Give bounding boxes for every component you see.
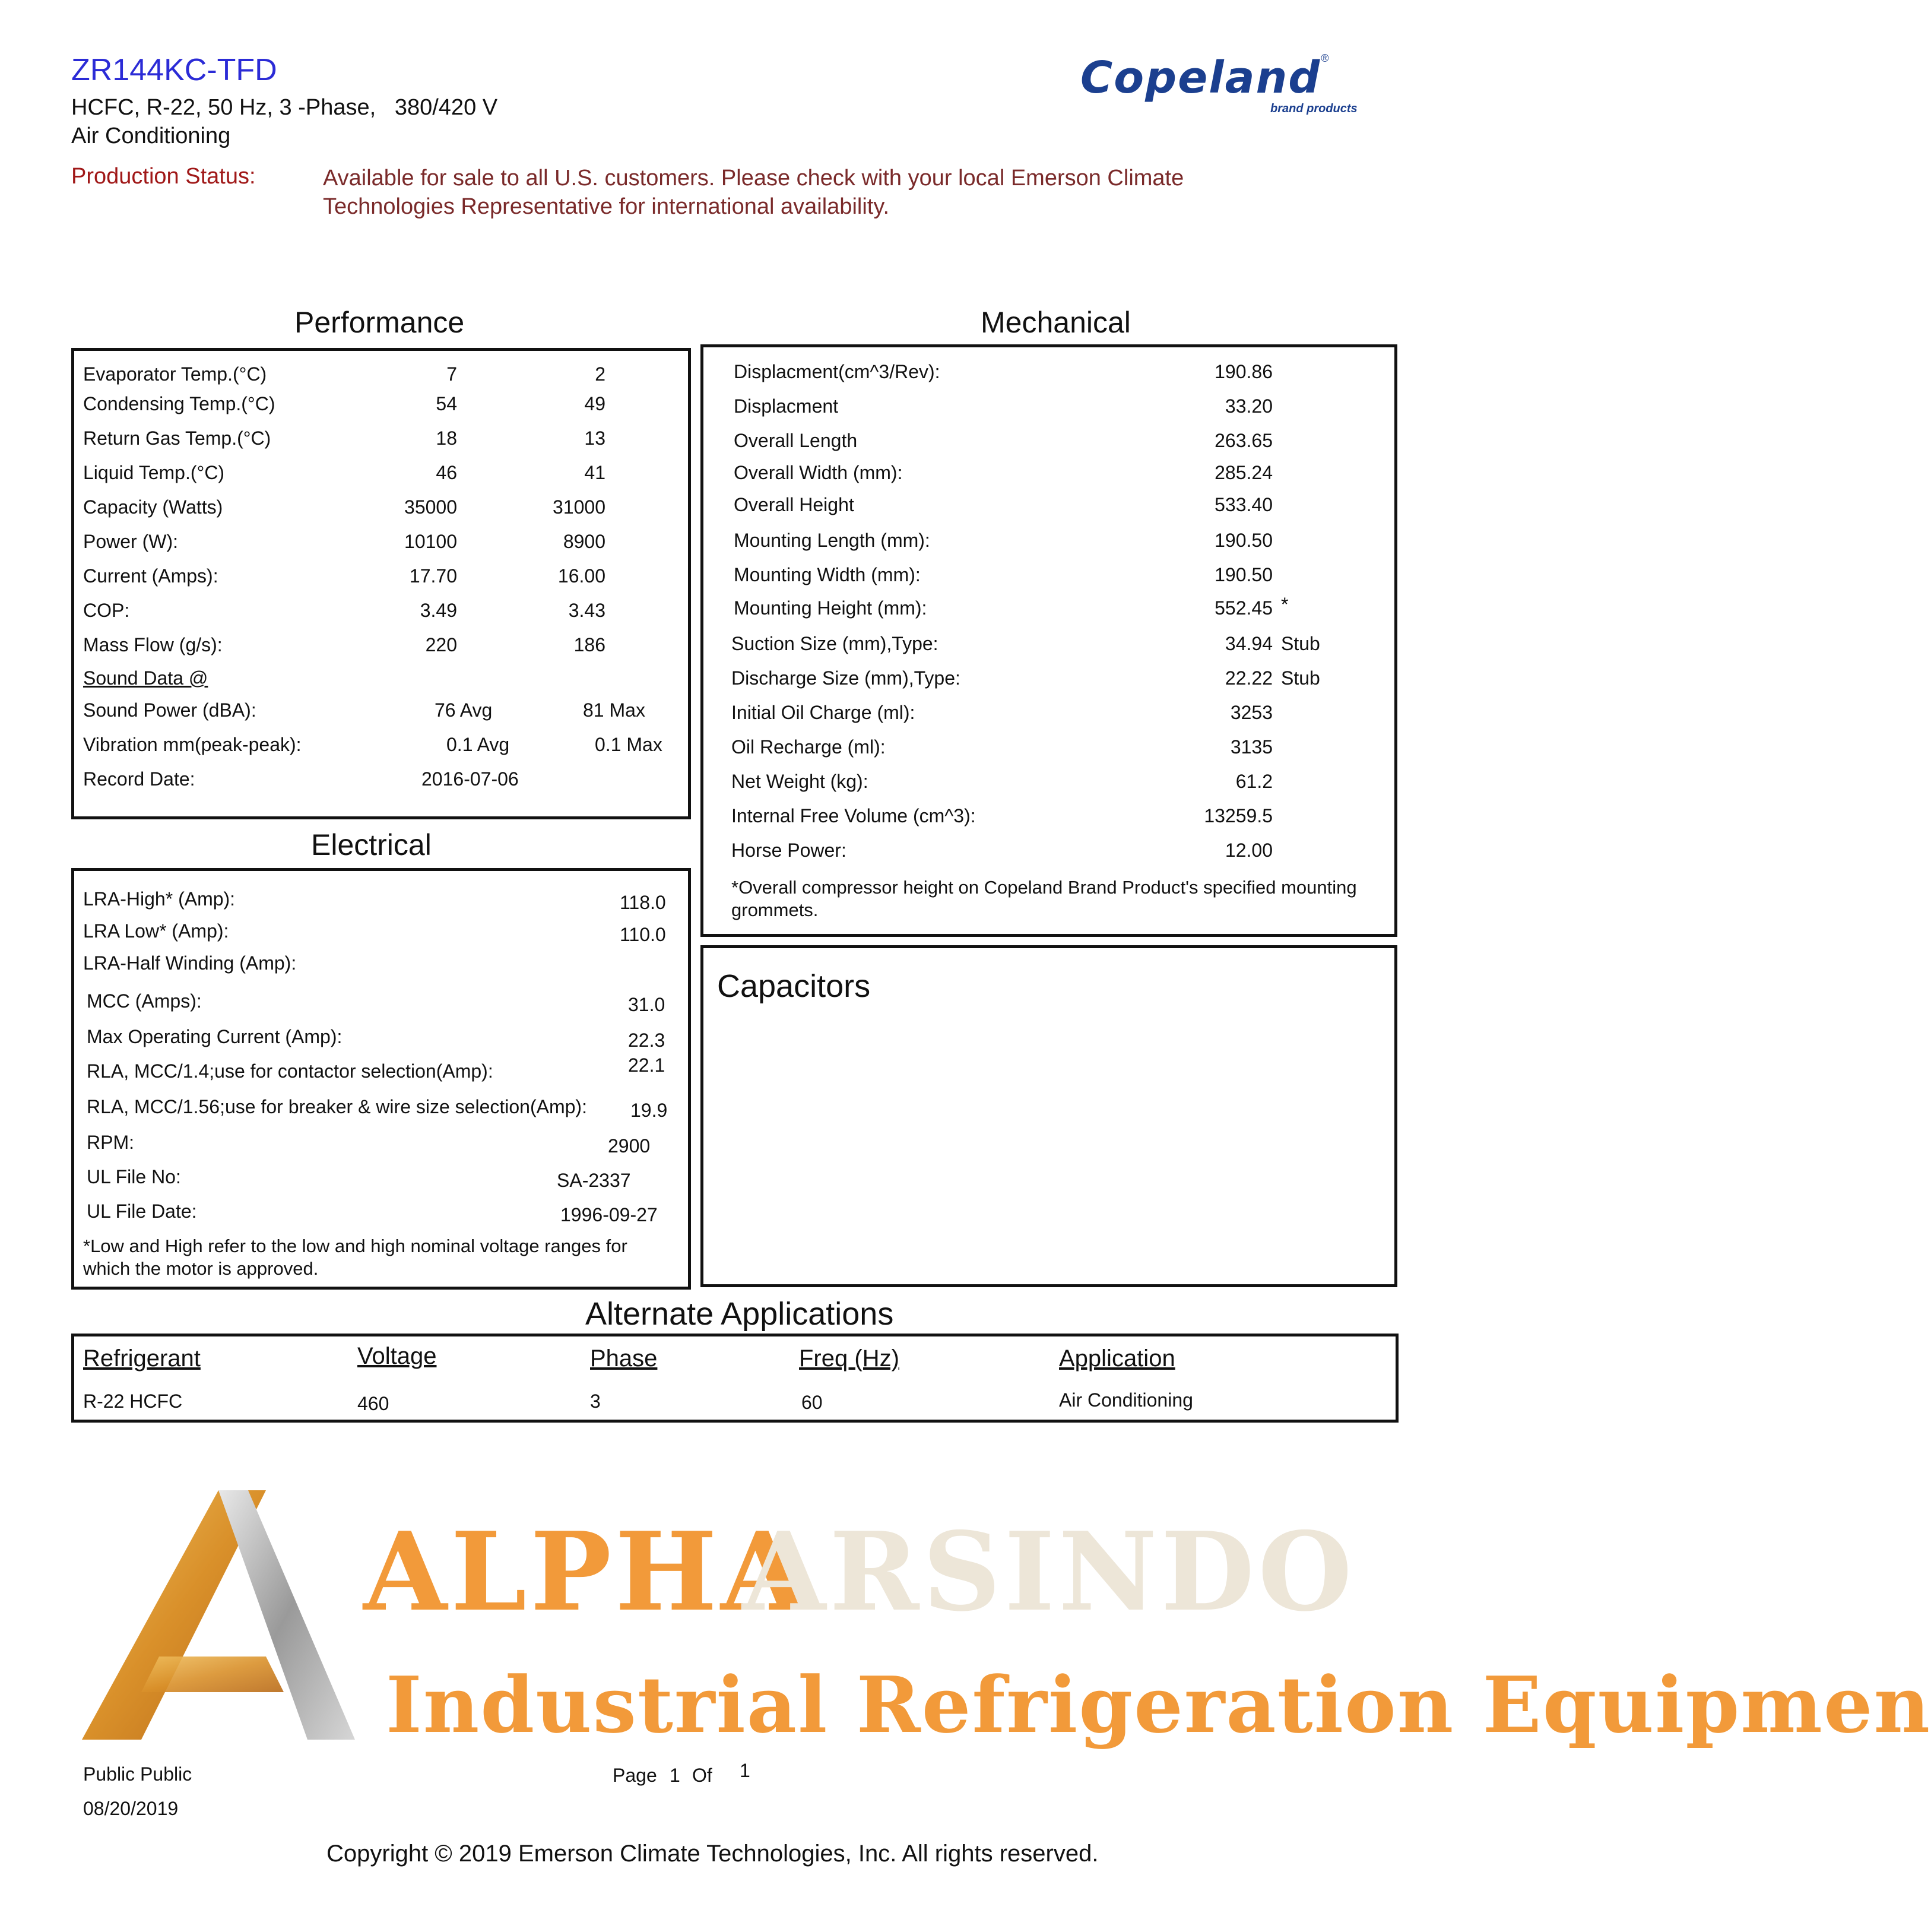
mechanical-row-value: 190.50: [1215, 564, 1273, 585]
electrical-row-value: 118.0: [620, 892, 666, 913]
performance-row-label: COP:: [83, 600, 130, 621]
mechanical-row-value: 13259.5: [1204, 805, 1273, 826]
electrical-title: Electrical: [311, 828, 432, 862]
electrical-row-label: RPM:: [87, 1132, 134, 1153]
electrical-row-value: 22.3: [628, 1030, 665, 1051]
alternate-cell-1: 460: [357, 1393, 389, 1414]
mechanical-row-label: Oil Recharge (ml):: [731, 736, 886, 758]
footer-date: 08/20/2019: [83, 1798, 179, 1819]
mechanical-note: *Overall compressor height on Copeland Brand Product's specified mounting grommets.: [731, 877, 1357, 920]
performance-row-value-2: 3.43: [568, 600, 605, 621]
performance-row-value-1: 35000: [404, 496, 457, 518]
footer-classification: Public Public: [83, 1763, 192, 1785]
mechanical-row-label: Overall Height: [734, 494, 854, 515]
logo-wordmark: Copeland: [1080, 52, 1321, 103]
mechanical-row-value: 285.24: [1215, 462, 1273, 483]
model-number: ZR144KC-TFD: [71, 53, 277, 87]
electrical-row-value: SA-2337: [557, 1170, 631, 1191]
mechanical-row-value: 33.20: [1225, 395, 1273, 417]
performance-row-value-2: 8900: [563, 531, 605, 552]
mechanical-row-value: 12.00: [1225, 840, 1273, 861]
vibration-avg: 0.1 Avg: [446, 734, 510, 755]
performance-row-value-1: 220: [425, 634, 457, 655]
mechanical-row-value: 552.45: [1215, 597, 1273, 619]
electrical-row-label: UL File Date:: [87, 1201, 197, 1222]
performance-row-label: Power (W):: [83, 531, 178, 552]
watermark-alpha: ALPHA: [363, 1508, 808, 1635]
electrical-row-value: 1996-09-27: [560, 1204, 658, 1225]
mechanical-row-label: Internal Free Volume (cm^3):: [731, 805, 976, 826]
logo-registered: ®: [1321, 52, 1329, 64]
performance-row-label: Current (Amps):: [83, 565, 218, 587]
record-date-label: Record Date:: [83, 768, 195, 790]
mechanical-row-label: Discharge Size (mm),Type:: [731, 667, 960, 689]
mechanical-row-suffix: *: [1281, 594, 1289, 615]
performance-title: Performance: [294, 306, 465, 339]
mechanical-row-label: Horse Power:: [731, 840, 846, 861]
mechanical-row-label: Mounting Width (mm):: [734, 564, 921, 585]
footer-page-label: Page: [613, 1765, 657, 1786]
sound-power-avg: 76 Avg: [435, 699, 493, 721]
alternate-cell-0: R-22 HCFC: [83, 1391, 183, 1412]
electrical-row-label: Max Operating Current (Amp):: [87, 1026, 343, 1047]
electrical-row-label: MCC (Amps):: [87, 990, 202, 1012]
mechanical-row-label: Overall Length: [734, 430, 858, 451]
mechanical-row-label: Displacment: [734, 395, 839, 417]
performance-row-value-1: 10100: [404, 531, 457, 552]
performance-row-value-2: 16.00: [557, 565, 605, 587]
electrical-row-label: LRA-High* (Amp):: [83, 888, 236, 910]
performance-row-value-2: 49: [584, 393, 605, 414]
sound-data-heading: Sound Data @: [83, 667, 208, 689]
mechanical-row-value: 190.86: [1215, 361, 1273, 382]
performance-row-value-2: 41: [584, 462, 605, 483]
electrical-row-value: 22.1: [628, 1054, 665, 1076]
mechanical-row-label: Displacment(cm^3/Rev):: [734, 361, 940, 382]
performance-row-label: Evaporator Temp.(°C): [83, 363, 267, 385]
electrical-row-value: 31.0: [628, 994, 665, 1015]
mechanical-row-label: Net Weight (kg):: [731, 771, 868, 792]
vibration-max: 0.1 Max: [595, 734, 662, 755]
logo-tagline: brand products: [1270, 102, 1358, 115]
production-status-text: Available for sale to all U.S. customers. Please check with your local Emerson Climate Technologies Representative for international availability.: [323, 166, 1184, 219]
electrical-row-value: 2900: [608, 1135, 651, 1157]
alternate-header-0: Refrigerant: [83, 1345, 201, 1372]
performance-row-value-1: 54: [436, 393, 457, 414]
electrical-row-label: LRA Low* (Amp):: [83, 920, 229, 942]
footer-page-total: 1: [740, 1760, 750, 1781]
performance-row-label: Capacity (Watts): [83, 496, 223, 518]
performance-row-value-2: 2: [595, 363, 605, 385]
mechanical-row-value: 22.22: [1225, 667, 1273, 689]
performance-row-label: Mass Flow (g/s):: [83, 634, 223, 655]
mechanical-row-value: 533.40: [1215, 494, 1273, 515]
alternate-cell-4: Air Conditioning: [1059, 1389, 1193, 1411]
copeland-logo: [1080, 52, 1358, 115]
performance-row-label: Return Gas Temp.(°C): [83, 427, 271, 449]
alternate-cell-2: 3: [590, 1391, 601, 1412]
mechanical-row-value: 263.65: [1215, 430, 1273, 451]
alpha-arsindo-logo-mark: [70, 1478, 367, 1746]
alternate-header-4: Application: [1059, 1345, 1175, 1372]
electrical-row-label: LRA-Half Winding (Amp):: [83, 952, 297, 974]
performance-row-value-1: 7: [446, 363, 457, 385]
mechanical-row-value: 190.50: [1215, 530, 1273, 551]
copyright-notice: Copyright © 2019 Emerson Climate Technologies, Inc. All rights reserved.: [326, 1841, 1099, 1867]
performance-row-value-2: 186: [573, 634, 605, 655]
mechanical-row-suffix: Stub: [1281, 633, 1320, 654]
production-status-label: Production Status:: [71, 164, 256, 189]
mechanical-row-label: Overall Width (mm):: [734, 462, 903, 483]
mechanical-row-value: 61.2: [1235, 771, 1273, 792]
alternate-header-1: Voltage: [357, 1343, 437, 1369]
mechanical-row-label: Mounting Length (mm):: [734, 530, 930, 551]
model-subtitle: HCFC, R-22, 50 Hz, 3 -Phase, 380/420 V: [71, 95, 498, 120]
logo-mark-crossbar: [141, 1657, 284, 1692]
performance-row-label: Condensing Temp.(°C): [83, 393, 275, 414]
alternate-cell-3: 60: [801, 1392, 823, 1413]
electrical-row-label: RLA, MCC/1.4;use for contactor selection(Amp):: [87, 1060, 493, 1082]
alternate-header-3: Freq (Hz): [799, 1345, 899, 1372]
electrical-note: *Low and High refer to the low and high nominal voltage ranges for which the motor is approved.: [83, 1236, 627, 1279]
record-date-value: 2016-07-06: [421, 768, 519, 790]
mechanical-row-label: Mounting Height (mm):: [734, 597, 927, 619]
sound-power-max: 81 Max: [583, 699, 645, 721]
performance-row-value-1: 46: [436, 462, 457, 483]
alternate-header-2: Phase: [590, 1345, 658, 1372]
vibration-label: Vibration mm(peak-peak):: [83, 734, 302, 755]
footer-page-number: 1: [670, 1765, 680, 1786]
mechanical-row-label: Initial Oil Charge (ml):: [731, 702, 915, 723]
electrical-row-value: 110.0: [620, 924, 666, 945]
electrical-row-label: UL File No:: [87, 1166, 181, 1187]
watermark-arsindo: ARSINDO: [742, 1508, 1356, 1635]
electrical-row-label: RLA, MCC/1.56;use for breaker & wire size selection(Amp):: [87, 1096, 587, 1117]
logo-mark-silver-stroke: [218, 1490, 355, 1740]
performance-row-value-1: 17.70: [409, 565, 457, 587]
alternate-applications-title: Alternate Applications: [585, 1296, 894, 1332]
mechanical-row-suffix: Stub: [1281, 667, 1320, 689]
performance-row-value-2: 13: [584, 427, 605, 449]
mechanical-row-value: 3253: [1230, 702, 1273, 723]
electrical-row-value: 19.9: [630, 1100, 668, 1121]
sound-power-label: Sound Power (dBA):: [83, 699, 256, 721]
mechanical-title: Mechanical: [981, 306, 1131, 339]
mechanical-row-value: 34.94: [1225, 633, 1273, 654]
footer-of-label: Of: [692, 1765, 712, 1786]
capacitors-title: Capacitors: [717, 968, 871, 1004]
alternate-applications-panel: [71, 1334, 1399, 1423]
mechanical-row-value: 3135: [1230, 736, 1273, 758]
performance-row-value-1: 3.49: [420, 600, 457, 621]
watermark-industrial-refrigeration: Industrial Refrigeration Equipmen: [386, 1659, 1931, 1750]
performance-row-value-2: 31000: [553, 496, 605, 518]
performance-row-value-1: 18: [436, 427, 457, 449]
model-application: Air Conditioning: [71, 123, 231, 148]
performance-row-label: Liquid Temp.(°C): [83, 462, 225, 483]
mechanical-row-label: Suction Size (mm),Type:: [731, 633, 938, 654]
